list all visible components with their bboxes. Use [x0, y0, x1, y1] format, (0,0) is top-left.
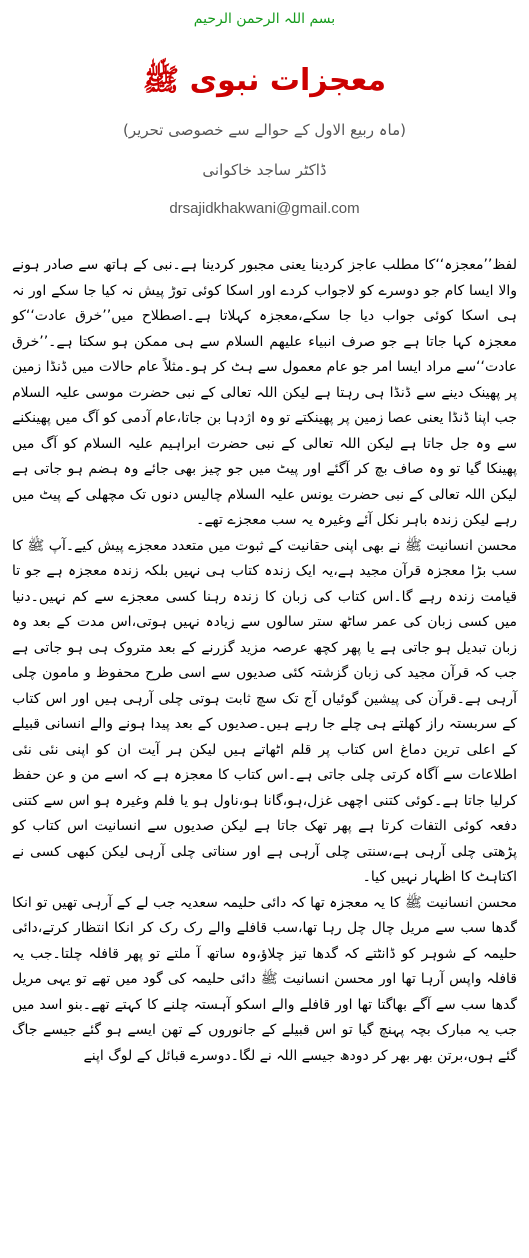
- author-name: ڈاکٹر ساجد خاکوانی: [202, 161, 327, 179]
- article-subtitle: (ماہ ربیع الاول کے حوالے سے خصوصی تحریر): [123, 121, 406, 139]
- body-paragraph-2: محسن انسانیت ﷺ نے بھی اپنی حقانیت کے ثبوت میں متعدد معجزے پیش کیے۔آپ ﷺ کا سب بڑا معجزہ قرآن مجید ہے،یہ ایک زندہ کتاب ہی نہیں بلکہ زندہ معجزہ ہے جو تا قیامت زندہ رہے گا۔اس کتاب کی زبان کا زندہ رہنا کسی معجزے سے کم نہیں۔دنیا میں کسی زبان کی عمر ساٹھ ستر سالوں سے زیادہ نہیں ہوتی،اس مدت کے بعد وہ زبان تبدیل ہو جاتی ہے یا پھر کچھ عرصہ مزید گزرنے کے بعد متروک ہی ہو جاتی ہے جب کہ قرآن مجید کی زبان گزشتہ کئی صدیوں سے اسی طرح محفوظ و مامون چلی آرہی ہے۔قرآن کی پیشین گوئیاں آج تک سچ ثابت ہوتی چلی آرہی ہیں اور اس کتاب کے سربستہ راز کھلتے ہی چلے جا رہے ہیں۔صدیوں کے بعد پیدا ہونے والے انسانی قبیلے کے اعلی ترین دماغ اس کتاب پر قلم اٹھاتے ہیں لیکن ہر آیت ان کو اپنی نئی نئی اطلاعات سے آگاہ کرتی چلی جاتی ہے۔اس کتاب کا معجزہ ہے کہ اسے من و عن حفظ کرلیا جاتا ہے۔کوئی کتنی اچھی غزل،ہو،گانا ہو،ناول ہو یا فلم وغیرہ ہو اس سے کتنی دفعہ کوئی التفات کرتا ہے پھر تھک جاتا ہے لیکن صدیوں سے انسانیت اس کتاب کو پڑھتی چلی آرہی ہے،سنتی چلی آرہی ہے اور سناتی چلی آرہی لیکن کبھی کسی نے اکتاہٹ کا اظہار نہیں کیا۔: [12, 537, 517, 885]
- author-email: drsajidkhakwani@gmail.com: [169, 200, 360, 217]
- body-paragraph-1: لفظ’’معجزہ‘‘کا مطلب عاجز کردینا یعنی مجبور کردینا ہے۔نبی کے ہاتھ سے صادر ہونے والا ایسا کام جو دوسرے کو لاجواب کردے اور اسکا کوئی توڑ پیش نہ کیا جا سکے اور نہ ہی اسکا کوئی جواب دیا جا سکے،معجزہ کہلاتا ہے۔اصطلاح میں’’خرق عادت‘‘کو معجزہ کہا جاتا ہے جو صرف انبیاء علیھم السلام سے ہی ممکن ہو سکتا ہے۔’’خرق عادت‘‘سے مراد ایسا امر جو عام معمول سے ہٹ کر ہو۔مثلاً عام حالات میں ڈنڈا زمین پر پھینک دینے سے ڈنڈا ہی رہتا ہے لیکن اللہ تعالی کے نبی حضرت موسی علیہ السلام جب اپنا ڈنڈا یعنی عصا زمین پر پھینکتے تو وہ اژدہا بن جاتا،عام آدمی کو آگ میں پھینکنے سے وہ جل جاتا ہے لیکن اللہ تعالی کے نبی حضرت ابراہیم علیہ السلام کو آگ میں پھینکا گیا تو وہ صاف بچ کر آگئے اور پیٹ میں جو چیز بھی جائے وہ ہضم ہو جاتی ہے لیکن اللہ تعالی کے نبی حضرت یونس علیہ السلام چالیس دنوں تک مچھلی کے پیٹ میں رہے لیکن زندہ باہر نکل آئے وغیرہ یہ سب معجزے تھے۔: [12, 257, 517, 528]
- article-body: [12, 253, 517, 1069]
- article-title: معجزات نبوی ﷺ: [142, 63, 387, 98]
- bismillah-heading: بسم اللہ الرحمن الرحیم: [193, 11, 336, 27]
- body-paragraph-3: محسن انسانیت ﷺ کا یہ معجزہ تھا کہ دائی حلیمہ سعدیہ جب لے کے آرہی تھیں تو انکا گدھا سب سے مریل چال چل رہا تھا،سب قافلے والے رک رک کر انکا انتظار کرتے،دائی حلیمہ کے شوہر کو ڈانٹتے کہ گدھا تیز چلاؤ،وہ ساتھ آ ملتے تو پھر قافلہ چلتا۔جب یہ قافلہ واپس آرہا تھا اور محسن انسانیت ﷺ دائی حلیمہ کی گود میں تھے تو یہی مریل گدھا سب سے آگے بھاگتا تھا اور قافلے والے اسکو آہستہ چلنے کا کہتے تھے۔بنو اسد میں جب یہ مبارک بچہ پہنچ گیا تو اس قبیلے کے جانوروں کے تھن ایسے ہو گئے جیسے جاگ گئے ہوں،برتن بھر بھر کر دودھ جیسے اللہ نے لگا۔دوسرے قبائل کے لوگ اپنے: [12, 894, 517, 1064]
